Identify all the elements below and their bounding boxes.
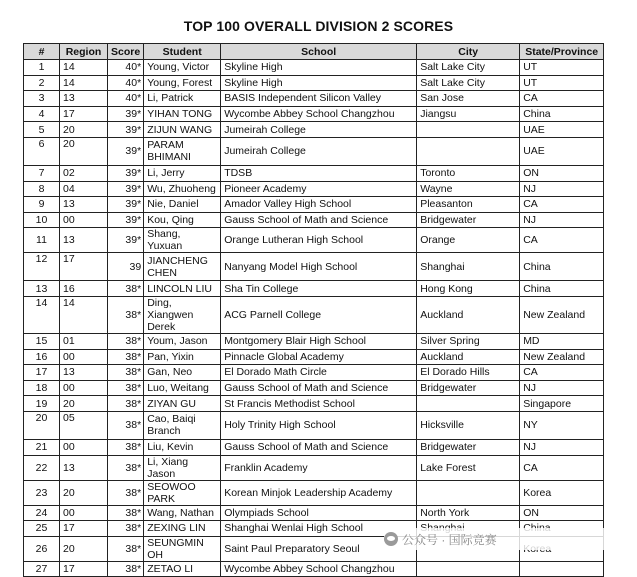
rank-cell: 4 xyxy=(24,106,60,122)
score-cell: 38* xyxy=(108,505,144,521)
rank-cell: 1 xyxy=(24,60,60,76)
table-row xyxy=(24,333,604,349)
table-row xyxy=(24,106,604,122)
city-cell: El Dorado Hills xyxy=(417,365,520,381)
region-cell: 00 xyxy=(60,212,108,228)
header-rank: # xyxy=(24,44,60,60)
school-cell: Korean Minjok Leadership Academy xyxy=(221,480,417,505)
table-row xyxy=(24,411,604,439)
table-row xyxy=(24,75,604,91)
state-cell: China xyxy=(520,281,604,297)
student-cell: Li, Xiang Jason xyxy=(144,455,221,480)
student-cell: ZEXING LIN xyxy=(144,521,221,537)
city-cell: Toronto xyxy=(417,165,520,181)
city-cell: North York xyxy=(417,505,520,521)
score-cell: 39* xyxy=(108,181,144,197)
student-cell: Nie, Daniel xyxy=(144,197,221,213)
school-cell: Sha Tin College xyxy=(221,281,417,297)
city-cell xyxy=(417,137,520,165)
score-cell: 39 xyxy=(108,253,144,281)
school-cell: Pioneer Academy xyxy=(221,181,417,197)
student-cell: Shang, Yuxuan xyxy=(144,228,221,253)
city-cell: Hong Kong xyxy=(417,281,520,297)
table-row xyxy=(24,396,604,412)
rank-cell: 10 xyxy=(24,212,60,228)
region-cell: 13 xyxy=(60,365,108,381)
region-cell: 20 xyxy=(60,396,108,412)
city-cell: Pleasanton xyxy=(417,197,520,213)
region-cell: 02 xyxy=(60,165,108,181)
rank-cell: 2 xyxy=(24,75,60,91)
score-cell: 39* xyxy=(108,228,144,253)
region-cell: 17 xyxy=(60,106,108,122)
school-cell: Franklin Academy xyxy=(221,455,417,480)
school-cell: St Francis Methodist School xyxy=(221,396,417,412)
student-cell: Cao, Baiqi Branch xyxy=(144,411,221,439)
state-cell: NJ xyxy=(520,181,604,197)
rank-cell: 22 xyxy=(24,455,60,480)
rank-cell: 6 xyxy=(24,137,60,165)
score-cell: 40* xyxy=(108,75,144,91)
scores-table xyxy=(23,43,604,577)
table-row xyxy=(24,253,604,281)
school-cell: Gauss School of Math and Science xyxy=(221,439,417,455)
school-cell: BASIS Independent Silicon Valley xyxy=(221,91,417,107)
city-cell: Lake Forest xyxy=(417,455,520,480)
state-cell: China xyxy=(520,106,604,122)
city-cell: Auckland xyxy=(417,296,520,333)
state-cell: Singapore xyxy=(520,396,604,412)
score-cell: 39* xyxy=(108,122,144,138)
table-row xyxy=(24,365,604,381)
state-cell: China xyxy=(520,253,604,281)
rank-cell: 9 xyxy=(24,197,60,213)
header-region: Region xyxy=(60,44,108,60)
school-cell: Jumeirah College xyxy=(221,137,417,165)
rank-cell: 3 xyxy=(24,91,60,107)
state-cell: ON xyxy=(520,165,604,181)
school-cell: Pinnacle Global Academy xyxy=(221,349,417,365)
school-cell: Olympiads School xyxy=(221,505,417,521)
student-cell: YIHAN TONG xyxy=(144,106,221,122)
page-title: TOP 100 OVERALL DIVISION 2 SCORES xyxy=(183,18,454,34)
table-row xyxy=(24,212,604,228)
state-cell: NJ xyxy=(520,439,604,455)
school-cell: Wycombe Abbey School Changzhou xyxy=(221,561,417,577)
school-cell: Nanyang Model High School xyxy=(221,253,417,281)
header-score: Score xyxy=(108,44,144,60)
state-cell: UAE xyxy=(520,137,604,165)
school-cell: Gauss School of Math and Science xyxy=(221,380,417,396)
header-city: City xyxy=(417,44,520,60)
student-cell: Liu, Kevin xyxy=(144,439,221,455)
city-cell: Bridgewater xyxy=(417,380,520,396)
score-cell: 38* xyxy=(108,480,144,505)
score-cell: 38* xyxy=(108,455,144,480)
student-cell: Pan, Yixin xyxy=(144,349,221,365)
city-cell: Orange xyxy=(417,228,520,253)
school-cell: Skyline High xyxy=(221,75,417,91)
region-cell: 00 xyxy=(60,380,108,396)
rank-cell: 26 xyxy=(24,536,60,561)
student-cell: Wu, Zhuoheng xyxy=(144,181,221,197)
score-cell: 39* xyxy=(108,165,144,181)
region-cell: 13 xyxy=(60,228,108,253)
student-cell: Kou, Qing xyxy=(144,212,221,228)
student-cell: Young, Victor xyxy=(144,60,221,76)
header-state: State/Province xyxy=(520,44,604,60)
rank-cell: 20 xyxy=(24,411,60,439)
score-cell: 38* xyxy=(108,561,144,577)
state-cell: UT xyxy=(520,60,604,76)
school-cell: ACG Parnell College xyxy=(221,296,417,333)
state-cell: New Zealand xyxy=(520,349,604,365)
score-cell: 38* xyxy=(108,536,144,561)
city-cell: Silver Spring xyxy=(417,333,520,349)
rank-cell: 7 xyxy=(24,165,60,181)
school-cell: TDSB xyxy=(221,165,417,181)
region-cell: 20 xyxy=(60,122,108,138)
score-cell: 38* xyxy=(108,333,144,349)
table-body xyxy=(24,60,604,577)
city-cell xyxy=(417,122,520,138)
state-cell: MD xyxy=(520,333,604,349)
student-cell: SEOWOO PARK xyxy=(144,480,221,505)
city-cell: Jiangsu xyxy=(417,106,520,122)
student-cell: Luo, Weitang xyxy=(144,380,221,396)
score-cell: 38* xyxy=(108,281,144,297)
school-cell: Montgomery Blair High School xyxy=(221,333,417,349)
region-cell: 13 xyxy=(60,197,108,213)
rank-cell: 18 xyxy=(24,380,60,396)
student-cell: JIANCHENG CHEN xyxy=(144,253,221,281)
region-cell: 17 xyxy=(60,253,108,281)
rank-cell: 23 xyxy=(24,480,60,505)
region-cell: 14 xyxy=(60,75,108,91)
table-row xyxy=(24,60,604,76)
city-cell: Salt Lake City xyxy=(417,75,520,91)
rank-cell: 12 xyxy=(24,253,60,281)
rank-cell: 14 xyxy=(24,296,60,333)
state-cell: New Zealand xyxy=(520,296,604,333)
score-cell: 38* xyxy=(108,396,144,412)
region-cell: 16 xyxy=(60,281,108,297)
state-cell: NJ xyxy=(520,212,604,228)
rank-cell: 8 xyxy=(24,181,60,197)
state-cell: CA xyxy=(520,197,604,213)
student-cell: ZIYAN GU xyxy=(144,396,221,412)
student-cell: Wang, Nathan xyxy=(144,505,221,521)
table-row xyxy=(24,281,604,297)
score-cell: 40* xyxy=(108,91,144,107)
table-row xyxy=(24,455,604,480)
student-cell: ZIJUN WANG xyxy=(144,122,221,138)
region-cell: 13 xyxy=(60,455,108,480)
score-cell: 38* xyxy=(108,439,144,455)
table-row xyxy=(24,91,604,107)
school-cell: Holy Trinity High School xyxy=(221,411,417,439)
score-cell: 38* xyxy=(108,411,144,439)
rank-cell: 5 xyxy=(24,122,60,138)
student-cell: Li, Jerry xyxy=(144,165,221,181)
score-cell: 38* xyxy=(108,349,144,365)
school-cell: El Dorado Math Circle xyxy=(221,365,417,381)
region-cell: 14 xyxy=(60,296,108,333)
table-row xyxy=(24,439,604,455)
rank-cell: 21 xyxy=(24,439,60,455)
rank-cell: 17 xyxy=(24,365,60,381)
school-cell: Wycombe Abbey School Changzhou xyxy=(221,106,417,122)
header-school: School xyxy=(221,44,417,60)
city-cell: San Jose xyxy=(417,91,520,107)
table-row xyxy=(24,165,604,181)
region-cell: 05 xyxy=(60,411,108,439)
city-cell: Bridgewater xyxy=(417,439,520,455)
header-student: Student xyxy=(144,44,221,60)
score-cell: 40* xyxy=(108,60,144,76)
student-cell: Gan, Neo xyxy=(144,365,221,381)
table-row xyxy=(24,181,604,197)
state-cell: CA xyxy=(520,365,604,381)
table-row xyxy=(24,349,604,365)
score-cell: 39* xyxy=(108,212,144,228)
table-row xyxy=(24,197,604,213)
score-cell: 38* xyxy=(108,365,144,381)
city-cell: Bridgewater xyxy=(417,212,520,228)
state-cell: CA xyxy=(520,228,604,253)
rank-cell: 13 xyxy=(24,281,60,297)
score-cell: 39* xyxy=(108,106,144,122)
student-cell: LINCOLN LIU xyxy=(144,281,221,297)
rank-cell: 24 xyxy=(24,505,60,521)
score-cell: 38* xyxy=(108,296,144,333)
table-row xyxy=(24,505,604,521)
city-cell: Wayne xyxy=(417,181,520,197)
school-cell: Skyline High xyxy=(221,60,417,76)
city-cell xyxy=(417,396,520,412)
school-cell: Jumeirah College xyxy=(221,122,417,138)
student-cell: Li, Patrick xyxy=(144,91,221,107)
student-cell: Youm, Jason xyxy=(144,333,221,349)
table-row xyxy=(24,480,604,505)
score-cell: 38* xyxy=(108,380,144,396)
student-cell: Young, Forest xyxy=(144,75,221,91)
watermark-text: 公众号 · 国际竞赛 xyxy=(402,532,497,547)
region-cell: 04 xyxy=(60,181,108,197)
student-cell: SEUNGMIN OH xyxy=(144,536,221,561)
student-cell: ZETAO LI xyxy=(144,561,221,577)
school-cell: Amador Valley High School xyxy=(221,197,417,213)
city-cell: Shanghai xyxy=(417,253,520,281)
student-cell: Ding, Xiangwen Derek xyxy=(144,296,221,333)
state-cell: CA xyxy=(520,455,604,480)
city-cell xyxy=(417,480,520,505)
rank-cell: 11 xyxy=(24,228,60,253)
state-cell: UAE xyxy=(520,122,604,138)
school-cell: Saint Paul Preparatory Seoul xyxy=(221,536,417,561)
region-cell: 17 xyxy=(60,521,108,537)
rank-cell: 15 xyxy=(24,333,60,349)
state-cell: CA xyxy=(520,91,604,107)
region-cell: 01 xyxy=(60,333,108,349)
wechat-icon xyxy=(384,532,398,546)
table-header-row xyxy=(24,44,604,60)
table-row xyxy=(24,296,604,333)
score-cell: 39* xyxy=(108,197,144,213)
rank-cell: 16 xyxy=(24,349,60,365)
region-cell: 20 xyxy=(60,480,108,505)
rank-cell: 27 xyxy=(24,561,60,577)
table-row xyxy=(24,137,604,165)
city-cell: Auckland xyxy=(417,349,520,365)
watermark xyxy=(384,528,624,550)
rank-cell: 19 xyxy=(24,396,60,412)
rank-cell: 25 xyxy=(24,521,60,537)
region-cell: 00 xyxy=(60,349,108,365)
table-row xyxy=(24,380,604,396)
state-cell: ON xyxy=(520,505,604,521)
school-cell: Gauss School of Math and Science xyxy=(221,212,417,228)
region-cell: 20 xyxy=(60,536,108,561)
score-cell: 39* xyxy=(108,137,144,165)
region-cell: 00 xyxy=(60,439,108,455)
city-cell: Hicksville xyxy=(417,411,520,439)
region-cell: 14 xyxy=(60,60,108,76)
state-cell: NY xyxy=(520,411,604,439)
region-cell: 17 xyxy=(60,561,108,577)
student-cell: PARAM BHIMANI xyxy=(144,137,221,165)
region-cell: 20 xyxy=(60,137,108,165)
score-cell: 38* xyxy=(108,521,144,537)
state-cell: UT xyxy=(520,75,604,91)
school-cell: Orange Lutheran High School xyxy=(221,228,417,253)
table-row xyxy=(24,228,604,253)
state-cell: NJ xyxy=(520,380,604,396)
school-cell: Shanghai Wenlai High School xyxy=(221,521,417,537)
table-row xyxy=(24,122,604,138)
region-cell: 00 xyxy=(60,505,108,521)
city-cell: Salt Lake City xyxy=(417,60,520,76)
state-cell: Korea xyxy=(520,480,604,505)
region-cell: 13 xyxy=(60,91,108,107)
